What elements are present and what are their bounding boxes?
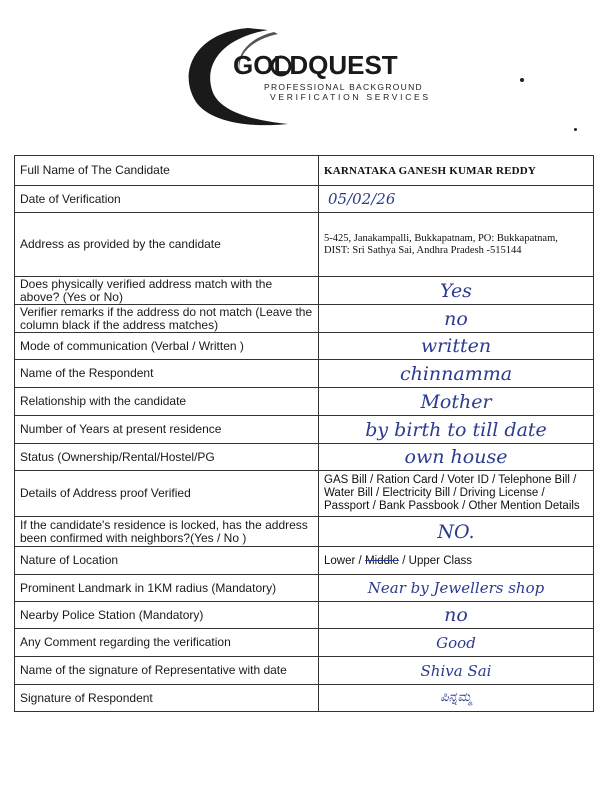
- brand-name: GOLDQUEST: [233, 50, 398, 80]
- table-row: [15, 416, 594, 444]
- address-proof-options-line-1: GAS Bill / Ration Card / Voter ID / Telephone Bill /: [324, 474, 577, 486]
- label-nature-of-location: Nature of Location: [15, 547, 319, 575]
- table-row: [15, 360, 594, 388]
- label-respondent-signature: Signature of Respondent: [15, 685, 319, 712]
- value-status: [319, 444, 594, 471]
- label-neighbors-confirmation: If the candidate's residence is locked, has the address been confirmed with neighbors?(Yes / No ): [15, 517, 319, 547]
- value-police-station: [319, 602, 594, 629]
- table-row: [15, 277, 594, 305]
- label-respondent-name: Name of the Respondent: [15, 360, 319, 388]
- respondent-signature: ಪಿನ್ನಮ್ಮ: [440, 690, 472, 705]
- value-address-proof: [319, 471, 594, 517]
- label-address-proof: Details of Address proof Verified: [15, 471, 319, 517]
- value-address-match: [319, 277, 594, 305]
- representative-signature: Shiva Sai: [420, 661, 492, 680]
- option-lower: Lower /: [324, 554, 362, 567]
- value-nature-of-location: [319, 547, 594, 575]
- value-mode-of-communication: [319, 333, 594, 360]
- label-address-match: Does physically verified address match with the above? (Yes or No): [15, 277, 319, 305]
- label-police-station: Nearby Police Station (Mandatory): [15, 602, 319, 629]
- label-verifier-remarks: Verifier remarks if the address do not match (Leave the column black if the address matches): [15, 305, 319, 333]
- label-date-of-verification: Date of Verification: [15, 186, 319, 213]
- label-relationship: Relationship with the candidate: [15, 388, 319, 416]
- table-row: [15, 388, 594, 416]
- value-date: [319, 186, 594, 213]
- value-prominent-landmark: [319, 575, 594, 602]
- goldquest-logo: [178, 20, 448, 130]
- value-verifier-remarks: [319, 305, 594, 333]
- verifier-remarks-answer: no: [444, 307, 468, 330]
- landmark-answer: Near by Jewellers shop: [367, 579, 545, 597]
- label-mode-of-communication: Mode of communication (Verbal / Written ): [15, 333, 319, 360]
- table-row: [15, 575, 594, 602]
- police-station-answer: no: [444, 604, 468, 626]
- value-comment: [319, 629, 594, 657]
- scan-speck: [520, 78, 524, 82]
- table-row: [15, 657, 594, 685]
- address-match-answer: Yes: [440, 279, 472, 302]
- address-proof-options-line-3: Passport / Bank Passbook / Other Mention Details: [324, 500, 580, 512]
- table-row: [15, 305, 594, 333]
- table-row: [15, 156, 594, 186]
- tagline-verification: VERIFICATION SERVICES: [270, 92, 431, 102]
- address-line-1: 5-425, Janakampalli, Bukkapatnam, PO: Bukkapatnam,: [324, 232, 558, 244]
- verification-form-table: [14, 155, 594, 712]
- value-full-name: [319, 156, 594, 186]
- value-neighbors-confirmation: [319, 517, 594, 547]
- table-row: [15, 471, 594, 517]
- table-row: [15, 444, 594, 471]
- value-respondent-name: [319, 360, 594, 388]
- label-years-at-residence: Number of Years at present residence: [15, 416, 319, 444]
- label-comment: Any Comment regarding the verification: [15, 629, 319, 657]
- years-answer: by birth to till date: [365, 418, 547, 441]
- relationship-answer: Mother: [420, 390, 492, 413]
- value-representative-signature: [319, 657, 594, 685]
- value-respondent-signature: [319, 685, 594, 712]
- address-proof-options-line-2: Water Bill / Electricity Bill / Driving License /: [324, 487, 545, 499]
- table-row: [15, 685, 594, 712]
- value-address: [319, 213, 594, 277]
- value-relationship: [319, 388, 594, 416]
- label-prominent-landmark: Prominent Landmark in 1KM radius (Mandatory): [15, 575, 319, 602]
- neighbors-answer: NO.: [437, 520, 475, 543]
- comment-answer: Good: [436, 633, 476, 652]
- tagline-professional: PROFESSIONAL BACKGROUND: [264, 82, 423, 92]
- table-row: [15, 186, 594, 213]
- label-full-name: Full Name of The Candidate: [15, 156, 319, 186]
- respondent-name-answer: chinnamma: [399, 362, 513, 385]
- value-years-at-residence: [319, 416, 594, 444]
- mode-answer: written: [420, 335, 492, 357]
- table-row: [15, 602, 594, 629]
- scan-speck: [574, 128, 577, 131]
- label-address: Address as provided by the candidate: [15, 213, 319, 277]
- option-upper: / Upper Class: [402, 554, 472, 567]
- table-row: [15, 517, 594, 547]
- verification-date: 05/02/26: [328, 190, 396, 208]
- candidate-name: KARNATAKA GANESH KUMAR REDDY: [324, 165, 537, 177]
- option-middle-struck: Middle: [365, 554, 399, 567]
- table-row: [15, 629, 594, 657]
- status-answer: own house: [404, 446, 508, 468]
- table-row: [15, 547, 594, 575]
- label-status: Status (Ownership/Rental/Hostel/PG: [15, 444, 319, 471]
- label-representative-signature: Name of the signature of Representative with date: [15, 657, 319, 685]
- address-line-2: DIST: Sri Sathya Sai, Andhra Pradesh -515144: [324, 244, 522, 256]
- table-row: [15, 213, 594, 277]
- table-row: [15, 333, 594, 360]
